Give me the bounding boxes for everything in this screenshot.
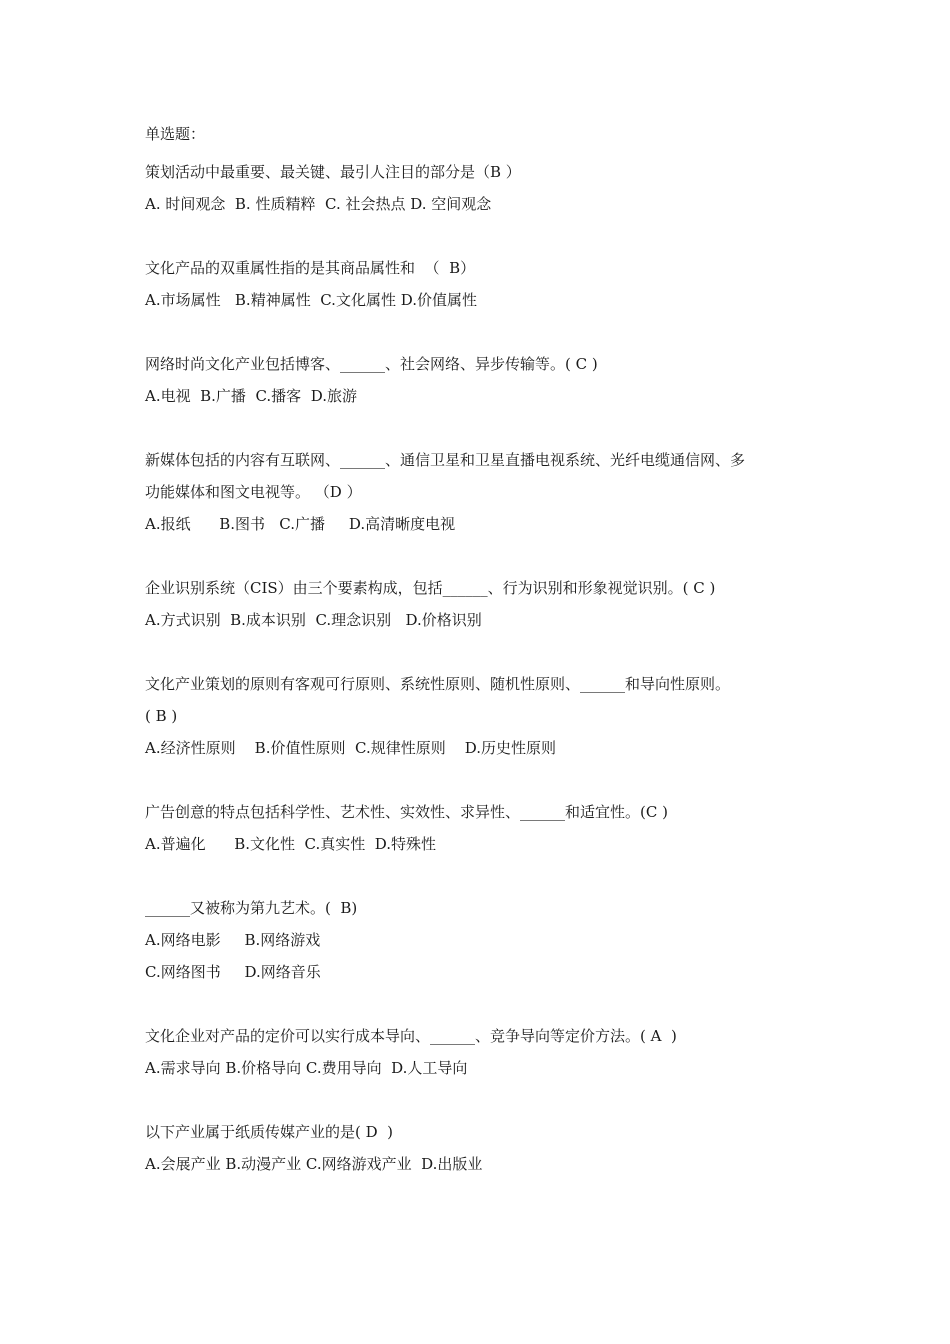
question-2-options: A.市场属性 B.精神属性 C.文化属性 D.价值属性 — [145, 291, 477, 309]
question-8-options-line-2: C.网络图书 D.网络音乐 — [145, 963, 321, 981]
question-6-line-1: 文化产业策划的原则有客观可行原则、系统性原则、随机性原则、______和导向性原则。 — [145, 675, 731, 693]
question-1-options: A. 时间观念 B. 性质精粹 C. 社会热点 D. 空间观念 — [145, 195, 492, 213]
question-7-options: A.普遍化 B.文化性 C.真实性 D.特殊性 — [145, 835, 437, 853]
question-6-options: A.经济性原则 B.价值性原则 C.规律性原则 D.历史性原则 — [145, 739, 557, 757]
question-2: 文化产品的双重属性指的是其商品属性和 （ B） — [145, 259, 476, 277]
question-4-options: A.报纸 B.图书 C.广播 D.高清晰度电视 — [145, 515, 456, 533]
question-3-options: A.电视 B.广播 C.播客 D.旅游 — [145, 387, 357, 405]
question-3: 网络时尚文化产业包括博客、______、社会网络、异步传输等。( C ) — [145, 355, 598, 373]
question-9: 文化企业对产品的定价可以实行成本导向、______、竞争导向等定价方法。( A ) — [145, 1027, 677, 1045]
question-10: 以下产业属于纸质传媒产业的是( D ) — [145, 1123, 394, 1141]
question-10-options: A.会展产业 B.动漫产业 C.网络游戏产业 D.出版业 — [145, 1155, 483, 1173]
document-page — [145, 0, 825, 1344]
question-5-options: A.方式识别 B.成本识别 C.理念识别 D.价格识别 — [145, 611, 482, 629]
question-7: 广告创意的特点包括科学性、艺术性、实效性、求异性、______和适宜性。(C ) — [145, 803, 668, 821]
question-5: 企业识别系统（CIS）由三个要素构成，包括______、行为识别和形象视觉识别。( C ) — [145, 579, 716, 597]
question-9-options: A.需求导向 B.价格导向 C.费用导向 D.人工导向 — [145, 1059, 468, 1077]
question-6-line-2: ( B ) — [145, 707, 178, 725]
question-8-options-line-1: A.网络电影 B.网络游戏 — [145, 931, 321, 949]
question-1: 策划活动中最重要、最关键、最引人注目的部分是（B ） — [145, 163, 521, 181]
question-8: ______又被称为第九艺术。( B) — [145, 899, 358, 917]
question-4-line-2: 功能媒体和图文电视等。 （D ） — [145, 483, 362, 501]
question-4-line-1: 新媒体包括的内容有互联网、______、通信卫星和卫星直播电视系统、光纤电缆通信网、多 — [145, 451, 746, 469]
section-heading: 单选题： — [145, 125, 206, 143]
